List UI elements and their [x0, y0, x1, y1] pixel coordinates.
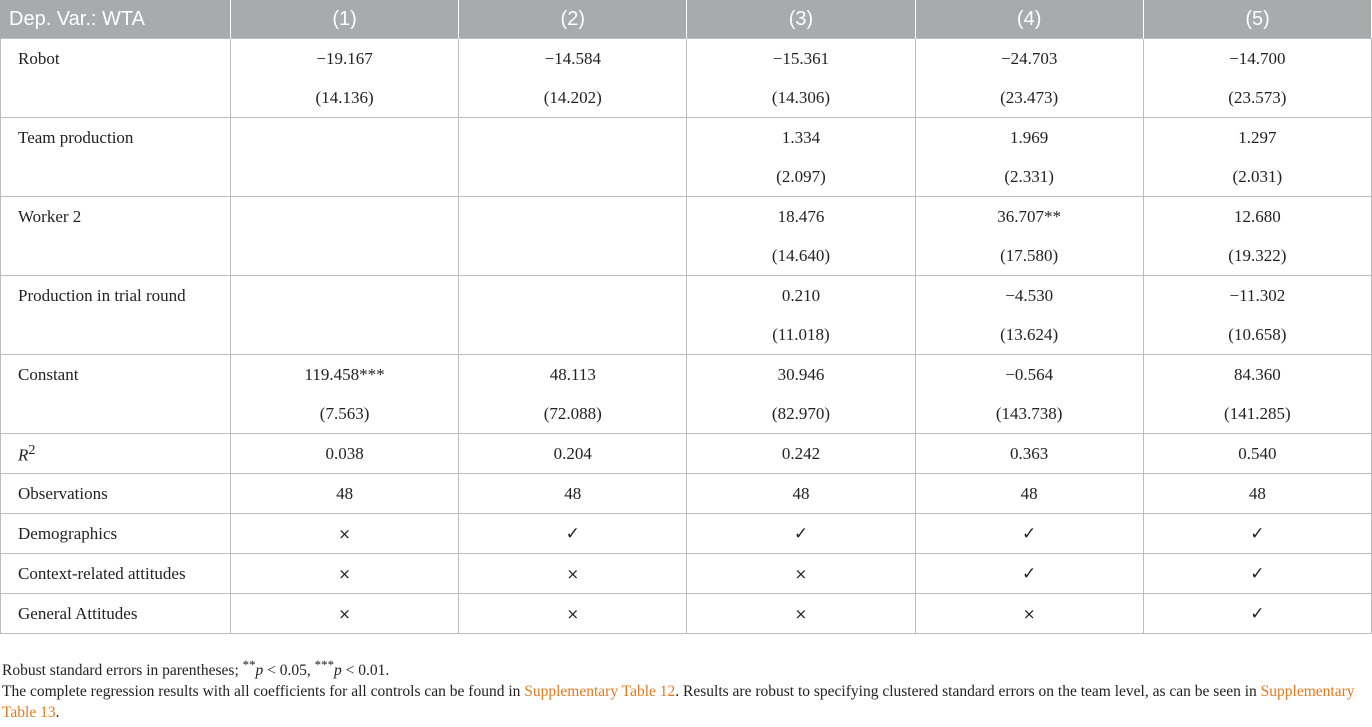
stat-cell: 0.204: [459, 434, 687, 474]
stat-cell: 48: [1143, 474, 1371, 514]
header-col-1: (1): [231, 0, 459, 39]
check-icon: ✓: [459, 514, 687, 554]
coef-cell: [459, 276, 687, 316]
header-col-3: (3): [687, 0, 915, 39]
check-icon: ✓: [915, 514, 1143, 554]
coef-cell: 1.969: [915, 118, 1143, 158]
se-cell: (14.202): [459, 78, 687, 118]
table-row: [1, 434, 1372, 474]
check-icon: ✓: [1143, 554, 1371, 594]
row-label-blank: [1, 315, 231, 355]
check-icon: ✓: [1143, 594, 1371, 634]
supplementary-table-12-link[interactable]: Supplementary Table 12: [524, 683, 676, 701]
header-dep-var: Dep. Var.: WTA: [1, 0, 231, 39]
se-cell: (19.322): [1143, 236, 1371, 276]
row-label-blank: [1, 157, 231, 197]
table-row: [1, 118, 1372, 158]
cross-icon: ×: [459, 594, 687, 634]
coef-cell: 30.946: [687, 355, 915, 395]
check-icon: ✓: [915, 554, 1143, 594]
r-symbol: R: [18, 445, 29, 465]
table-row: [1, 276, 1372, 316]
table-notes: [2, 654, 1368, 723]
table-row: [1, 39, 1372, 79]
table-header: [1, 0, 1372, 39]
note-significance: Robust standard errors in parentheses; **p < 0.05, ***p < 0.01.: [2, 657, 390, 680]
cross-icon: ×: [459, 554, 687, 594]
row-label: Demographics: [1, 514, 231, 554]
header-col-4: (4): [915, 0, 1143, 39]
cross-icon: ×: [231, 554, 459, 594]
coef-cell: 48.113: [459, 355, 687, 395]
coef-cell: −14.700: [1143, 39, 1371, 79]
row-label: Robot: [1, 39, 231, 79]
coef-cell: 0.210: [687, 276, 915, 316]
r-superscript: 2: [28, 441, 36, 458]
se-cell: (143.738): [915, 394, 1143, 434]
cross-icon: ×: [231, 514, 459, 554]
se-cell: [231, 315, 459, 355]
coef-cell: [231, 197, 459, 237]
se-cell: (141.285): [1143, 394, 1371, 434]
table-row: [1, 474, 1372, 514]
table-row: [1, 554, 1372, 594]
row-label: Constant: [1, 355, 231, 395]
table-row: [1, 355, 1372, 395]
coef-cell: −24.703: [915, 39, 1143, 79]
se-cell: [459, 157, 687, 197]
table-row: [1, 594, 1372, 634]
coef-cell: [231, 118, 459, 158]
se-cell: (14.136): [231, 78, 459, 118]
coef-cell: −14.584: [459, 39, 687, 79]
row-label: Context-related attitudes: [1, 554, 231, 594]
note-supplementary: The complete regression results with all coefficients for all controls can be found in Supplementary Table 12. Results are robust to specifying clustered standard errors on the team level, as can be seen in Supplementary Table 13.: [2, 683, 1355, 722]
stat-cell: 0.540: [1143, 434, 1371, 474]
se-cell: (13.624): [915, 315, 1143, 355]
coef-cell: −15.361: [687, 39, 915, 79]
row-label: Observations: [1, 474, 231, 514]
coef-cell: [459, 118, 687, 158]
se-cell: [459, 236, 687, 276]
table-row: [1, 236, 1372, 276]
se-cell: [231, 236, 459, 276]
coef-cell: −0.564: [915, 355, 1143, 395]
table-row: [1, 394, 1372, 434]
cross-icon: ×: [231, 594, 459, 634]
se-cell: (72.088): [459, 394, 687, 434]
coef-cell: 36.707**: [915, 197, 1143, 237]
table-row: [1, 315, 1372, 355]
stat-cell: 48: [231, 474, 459, 514]
stat-cell: 0.242: [687, 434, 915, 474]
row-label-r-squared: [1, 434, 231, 474]
se-cell: (23.473): [915, 78, 1143, 118]
coef-cell: −4.530: [915, 276, 1143, 316]
row-label-blank: [1, 236, 231, 276]
supplementary-table-13-link[interactable]: Supplementary Table 13: [2, 683, 1355, 722]
stat-cell: 0.038: [231, 434, 459, 474]
coef-cell: 12.680: [1143, 197, 1371, 237]
row-label: Team production: [1, 118, 231, 158]
header-col-2: (2): [459, 0, 687, 39]
se-cell: [231, 157, 459, 197]
table-row: [1, 78, 1372, 118]
se-cell: (7.563): [231, 394, 459, 434]
se-cell: (2.331): [915, 157, 1143, 197]
table-row: [1, 157, 1372, 197]
table-body: [1, 39, 1372, 634]
se-cell: (2.097): [687, 157, 915, 197]
se-cell: (82.970): [687, 394, 915, 434]
stat-cell: 48: [459, 474, 687, 514]
cross-icon: ×: [915, 594, 1143, 634]
se-cell: (14.640): [687, 236, 915, 276]
se-cell: (17.580): [915, 236, 1143, 276]
row-label: General Attitudes: [1, 594, 231, 634]
stat-cell: 48: [687, 474, 915, 514]
coef-cell: [459, 197, 687, 237]
header-col-5: (5): [1143, 0, 1371, 39]
check-icon: ✓: [1143, 514, 1371, 554]
coef-cell: 119.458***: [231, 355, 459, 395]
coef-cell: 1.297: [1143, 118, 1371, 158]
table-row: [1, 514, 1372, 554]
stat-cell: 0.363: [915, 434, 1143, 474]
check-icon: ✓: [687, 514, 915, 554]
cross-icon: ×: [687, 554, 915, 594]
coef-cell: −11.302: [1143, 276, 1371, 316]
se-cell: (23.573): [1143, 78, 1371, 118]
coef-cell: 1.334: [687, 118, 915, 158]
cross-icon: ×: [687, 594, 915, 634]
coef-cell: 84.360: [1143, 355, 1371, 395]
row-label-blank: [1, 394, 231, 434]
row-label: Worker 2: [1, 197, 231, 237]
stat-cell: 48: [915, 474, 1143, 514]
row-label-blank: [1, 78, 231, 118]
se-cell: (2.031): [1143, 157, 1371, 197]
se-cell: (14.306): [687, 78, 915, 118]
coef-cell: [231, 276, 459, 316]
table-row: [1, 197, 1372, 237]
se-cell: [459, 315, 687, 355]
se-cell: (10.658): [1143, 315, 1371, 355]
coef-cell: −19.167: [231, 39, 459, 79]
coef-cell: 18.476: [687, 197, 915, 237]
row-label: Production in trial round: [1, 276, 231, 316]
se-cell: (11.018): [687, 315, 915, 355]
